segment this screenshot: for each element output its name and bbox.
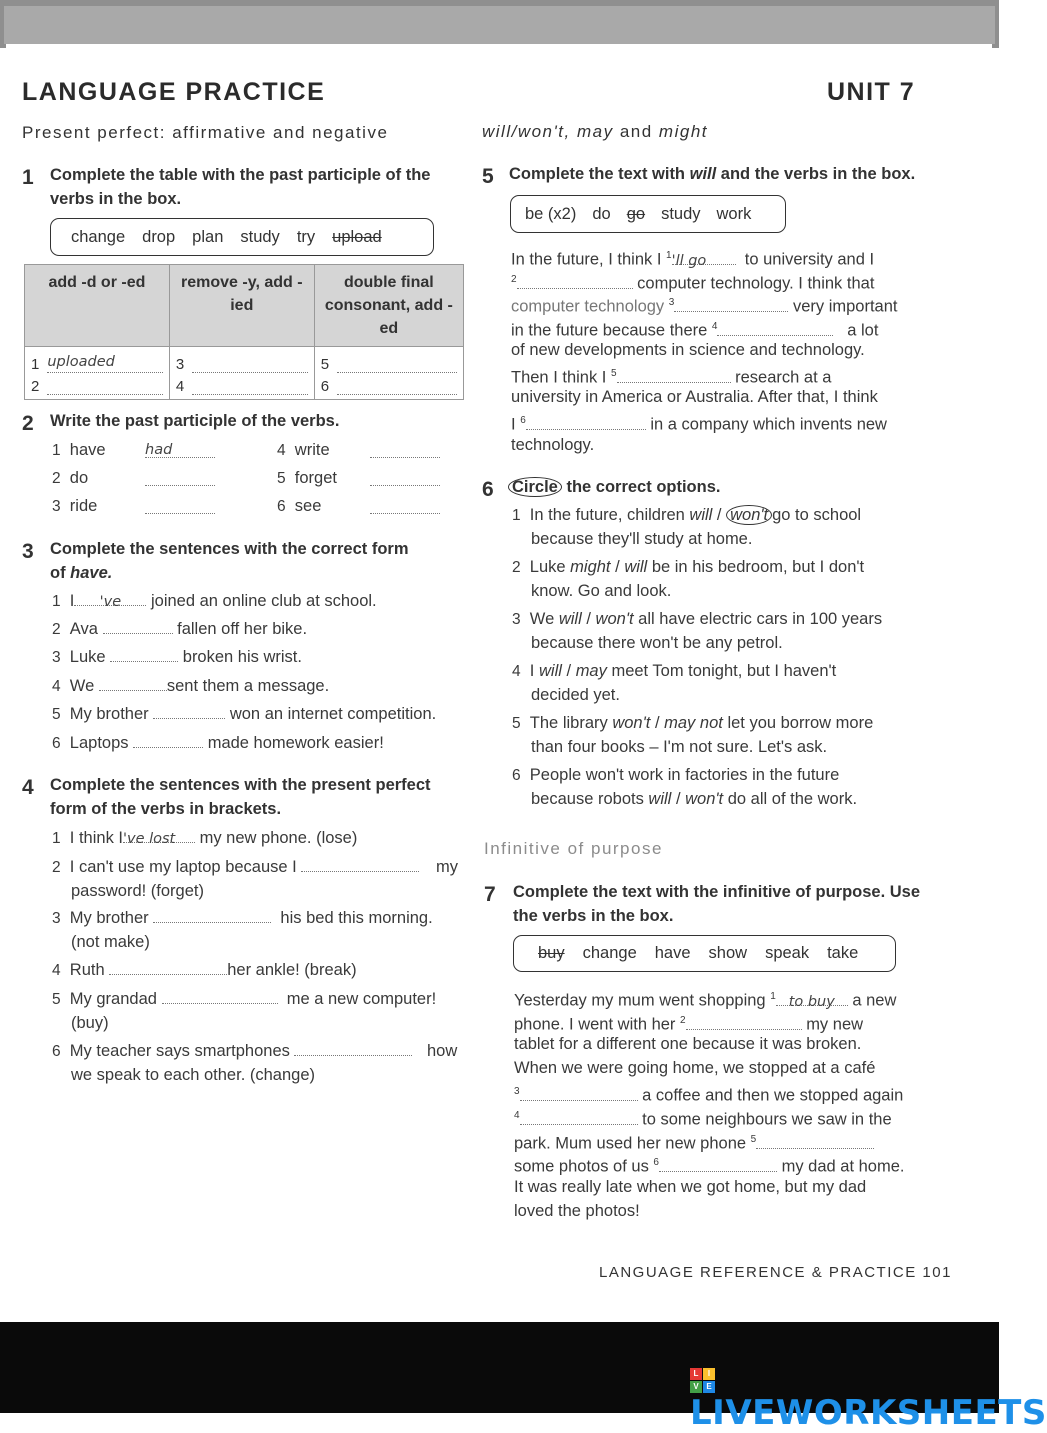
answer-field[interactable] <box>162 988 278 1004</box>
list-item-text: because there won't be any petrol. <box>531 634 783 652</box>
list-item: 3 Luke broken his wrist. <box>52 648 302 666</box>
answer-field[interactable] <box>109 959 227 975</box>
list-item-text: because they'll study at home. <box>531 530 753 548</box>
exercise-instruction: form of the verbs in brackets. <box>50 800 282 818</box>
option[interactable]: won't <box>685 790 724 808</box>
list-item: 6 People won't work in factories in the future <box>512 766 840 784</box>
text-line: loved the photos! <box>514 1202 640 1220</box>
list-item-text: (buy) <box>71 1014 109 1032</box>
section-title-will-wont: will/won't, may and might <box>482 122 708 141</box>
word-box-item: speak <box>765 944 810 962</box>
option-selected[interactable]: won't <box>726 505 772 525</box>
answer-field[interactable] <box>717 320 833 336</box>
text-line: In the future, I think I $^1$'ll go to university and I <box>511 250 875 269</box>
answer-field[interactable] <box>153 907 271 923</box>
word-box-item: change <box>582 944 637 962</box>
text-line: When we were going home, we stopped at a café <box>514 1059 876 1077</box>
option[interactable]: won't <box>595 610 634 628</box>
answer-field[interactable] <box>145 470 215 486</box>
row-number: 6 <box>320 378 330 395</box>
answer-field[interactable] <box>674 296 788 312</box>
text-line: technology. <box>511 436 595 454</box>
list-item: 4 We sent them a message. <box>52 677 330 695</box>
answer-field[interactable]: to buy <box>776 990 848 1006</box>
scan-top-shade <box>4 6 995 44</box>
list-item: 4 Ruth her ankle! (break) <box>52 961 357 979</box>
answer-field[interactable] <box>145 498 215 514</box>
option[interactable]: might <box>570 558 611 576</box>
list-item-text: password! (forget) <box>71 882 204 900</box>
list-item: 2 do <box>52 469 89 487</box>
text-line: some photos of us $^6$ my dad at home. <box>514 1157 905 1176</box>
answer-field[interactable] <box>301 856 419 872</box>
exercise-instruction: Complete the text with will and the verbs in the box. <box>509 165 916 183</box>
row-number: 4 <box>175 378 185 395</box>
answer-field[interactable]: 've lost <box>123 827 195 843</box>
list-item: 4 write <box>277 441 330 459</box>
exercise-instruction: Complete the table with the past participle of the verbs in the box. <box>50 166 431 208</box>
page-number: 101 <box>922 1264 952 1281</box>
exercise-number: 3 <box>22 540 34 563</box>
list-item: 1 I think I've lost my new phone. (lose) <box>52 829 358 847</box>
table-cell <box>169 347 314 400</box>
answer-field[interactable] <box>520 1109 638 1125</box>
answer-field[interactable] <box>192 379 308 395</box>
list-item: 6 Laptops made homework easier! <box>52 734 384 752</box>
exercise-number: 5 <box>482 165 494 188</box>
answer-field[interactable] <box>526 414 646 430</box>
list-item: 6 My teacher says smartphones <box>52 1039 412 1064</box>
option[interactable]: will <box>558 610 582 628</box>
list-item-text: we speak to each other. (change) <box>71 1066 315 1084</box>
answer-field[interactable] <box>370 470 440 486</box>
answer-field[interactable] <box>686 1014 802 1030</box>
list-item-text: than four books – I'm not sure. Let's ask. <box>531 738 828 756</box>
text-line: in the future because there $^4$ a lot <box>511 321 879 340</box>
list-item: 5 The library won't / may not let you borrow more <box>512 714 874 732</box>
unit-label: UNIT 7 <box>827 78 916 106</box>
answer-field[interactable] <box>517 273 633 289</box>
list-item: 2 I can't use my laptop because I <box>52 855 419 880</box>
answer-field[interactable]: 'll go <box>672 249 736 265</box>
option[interactable]: will <box>624 558 648 576</box>
past-participle-table <box>24 264 464 400</box>
word-box-item: plan <box>192 227 224 246</box>
list-item: 2 Luke might / will be in his bedroom, but I don't <box>512 558 865 576</box>
word-box-item: try <box>296 227 316 246</box>
word-box <box>513 935 896 972</box>
text-line: phone. I went with her $^2$ my new <box>514 1015 864 1034</box>
exercise-instruction: Circle the correct options. <box>508 475 720 499</box>
watermark-text: LIVEWORKSHEETS <box>690 1393 1047 1433</box>
table-header: add -d or -ed <box>25 265 170 347</box>
answer-field[interactable]: 've <box>74 590 146 606</box>
list-item: 1 In the future, children will / won't go to school <box>512 506 862 524</box>
word-box-item: show <box>708 944 748 962</box>
word-box-item: change <box>71 227 126 246</box>
text-line: I $^6$ in a company which invents new <box>511 415 887 434</box>
word-box-item-used: go <box>626 204 646 223</box>
table-header: remove -y, add -ied <box>169 265 314 347</box>
row-number: 5 <box>320 356 330 373</box>
word-box-item: have <box>654 944 691 962</box>
text-line: university in America or Australia. After that, I think <box>511 388 878 406</box>
scan-top-border <box>0 0 999 48</box>
text-line: It was really late when we got home, but my dad <box>514 1178 867 1196</box>
section-title-present-perfect: Present perfect: affirmative and negative <box>22 123 389 142</box>
exercise-instruction: Complete the sentences with the correct form <box>50 540 409 558</box>
list-item: 6 see <box>277 497 322 515</box>
word-box-item: work <box>716 204 752 223</box>
list-item: 4 I will / may meet Tom tonight, but I haven't <box>512 662 837 680</box>
exercise-instruction: the verbs in the box. <box>513 907 674 925</box>
list-item-text: my <box>436 858 458 876</box>
page-title: LANGUAGE PRACTICE <box>22 78 326 106</box>
answer-field[interactable] <box>520 1085 638 1101</box>
row-number: 2 <box>31 378 40 395</box>
text-line: $^3$ a coffee and then we stopped again <box>514 1086 904 1105</box>
option[interactable]: will <box>689 506 713 524</box>
list-item: 1 have <box>52 441 106 459</box>
answer-field[interactable] <box>294 1040 412 1056</box>
answer-field[interactable] <box>99 675 167 691</box>
answer-field[interactable] <box>617 367 731 383</box>
option[interactable]: will <box>648 790 672 808</box>
exercise-instruction: Write the past participle of the verbs. <box>50 412 340 430</box>
word-box-item-used: upload <box>332 227 382 246</box>
exercise-instruction: Complete the text with the infinitive of purpose. Use <box>513 883 921 901</box>
answer-field[interactable] <box>756 1133 874 1149</box>
word-box-item: drop <box>142 227 176 246</box>
answer-field[interactable] <box>337 379 457 395</box>
answer-field[interactable] <box>659 1156 777 1172</box>
list-item: 3 My brother his bed this morning. <box>52 909 433 927</box>
word-box-item-used: buy <box>538 944 565 962</box>
list-item: 3 ride <box>52 497 98 515</box>
answer-field[interactable]: uploaded <box>47 354 163 373</box>
exercise-number: 4 <box>22 776 34 799</box>
list-item: 3 We will / won't all have electric cars in 100 years <box>512 610 883 628</box>
list-item-text: (not make) <box>71 933 150 951</box>
section-title-infinitive: Infinitive of purpose <box>484 839 663 858</box>
page-footer: LANGUAGE REFERENCE & PRACTICE 101 <box>599 1264 952 1281</box>
table-header: double final consonant, add -ed <box>314 265 463 347</box>
answer-field[interactable]: had <box>145 442 215 458</box>
row-number: 1 <box>31 356 40 373</box>
text-line: of new developments in science and technology. <box>511 341 865 359</box>
exercise-instruction: Complete the sentences with the present perfect <box>50 776 431 794</box>
list-item: 1 I 've joined an online club at school. <box>52 592 377 610</box>
text-line: Yesterday my mum went shopping $^1$ to buy a new <box>514 991 897 1010</box>
table-cell <box>314 347 463 400</box>
option[interactable]: may not <box>664 714 723 732</box>
word-box-item: take <box>827 944 859 962</box>
option[interactable]: may <box>575 662 607 680</box>
text-line: computer technology $^3$ very important <box>511 297 898 316</box>
list-item-text: know. Go and look. <box>531 582 672 600</box>
option[interactable]: won't <box>612 714 651 732</box>
word-box <box>50 218 434 256</box>
answer-field[interactable] <box>370 442 440 458</box>
row-number: 3 <box>175 356 185 373</box>
liveworksheets-watermark <box>690 1368 1047 1433</box>
word-box-item: do <box>592 204 611 223</box>
exercise-number: 2 <box>22 412 34 435</box>
answer-field[interactable] <box>337 357 457 373</box>
exercise-number: 6 <box>482 478 494 501</box>
list-item-text: because robots will / won't do all of the work. <box>531 790 858 808</box>
liveworksheets-logo-icon: L I V E <box>690 1368 715 1393</box>
option[interactable]: will <box>538 662 562 680</box>
text-line: $^4$ to some neighbours we saw in the <box>514 1110 892 1129</box>
answer-field[interactable] <box>110 646 178 662</box>
exercise-number: 7 <box>484 883 496 906</box>
list-item: 5 My brother won an internet competition. <box>52 705 437 723</box>
text-line: park. Mum used her new phone $^5$ <box>514 1128 874 1156</box>
word-box-item: study <box>240 227 280 246</box>
list-item-text: how <box>427 1042 458 1060</box>
answer-field[interactable] <box>192 357 308 373</box>
answer-field[interactable] <box>103 618 173 634</box>
list-item: 2 Ava fallen off her bike. <box>52 620 308 638</box>
answer-field[interactable] <box>133 732 203 748</box>
exercise-number: 1 <box>22 166 34 189</box>
text-line: $^2$ computer technology. I think that <box>511 274 875 293</box>
table-cell <box>25 347 170 400</box>
answer-field[interactable] <box>370 498 440 514</box>
word-box <box>510 195 786 233</box>
list-item: 5 My grandad me a new computer! <box>52 990 437 1008</box>
word-box-item: be (x2) <box>525 204 577 223</box>
list-item: 5 forget <box>277 469 337 487</box>
word-box-item: study <box>661 204 701 223</box>
exercise-instruction: of have. <box>50 564 113 582</box>
list-item-text: decided yet. <box>531 686 620 704</box>
text-line: tablet for a different one because it was broken. <box>514 1035 862 1053</box>
answer-field[interactable] <box>153 703 225 719</box>
text-line: Then I think I $^5$ research at a <box>511 368 832 387</box>
answer-field[interactable] <box>47 379 163 395</box>
